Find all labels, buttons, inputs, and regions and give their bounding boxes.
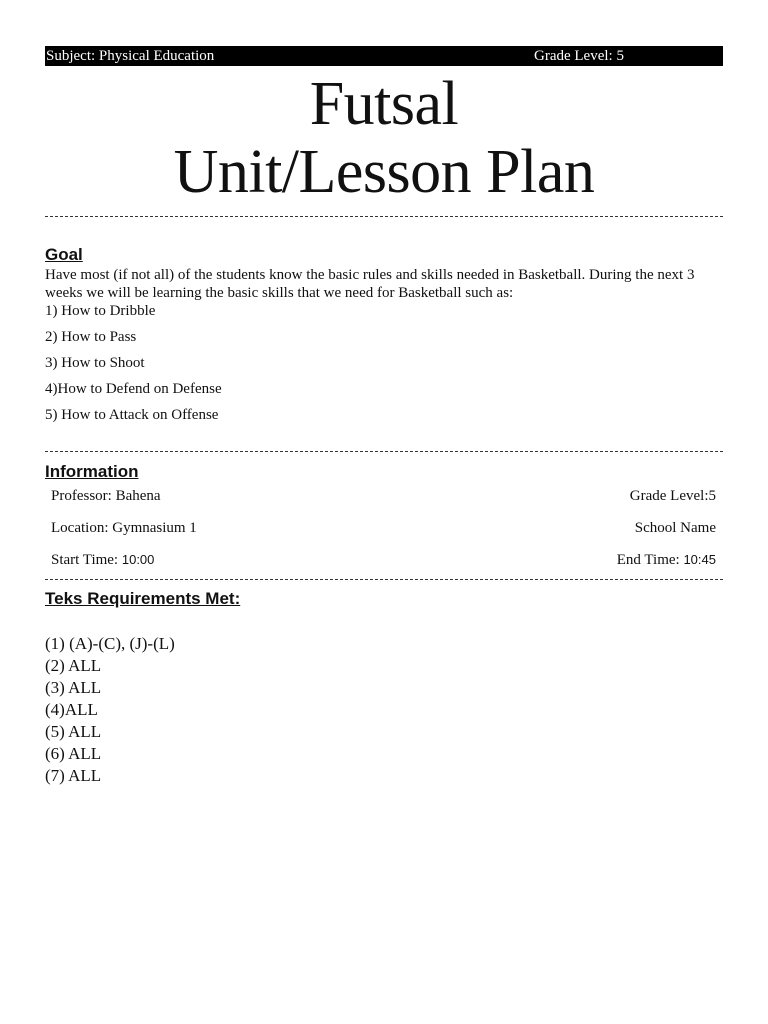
header-bar (45, 46, 723, 66)
subject-label: Subject: Physical Education (46, 48, 215, 64)
info-row (51, 487, 716, 519)
teks-item: (4)ALL (45, 700, 98, 719)
start-time-value: 10:00 (121, 552, 155, 567)
teks-list (45, 633, 723, 787)
end-time-label: End Time: (616, 552, 684, 568)
teks-item: (3) ALL (45, 678, 102, 697)
teks-item: (7) ALL (45, 766, 102, 785)
grade-level-label: Grade Level: 5 (534, 48, 624, 64)
information-heading: Information (45, 462, 139, 481)
goal-item: 1) How to Dribble (45, 303, 156, 319)
info-row (51, 519, 716, 551)
grade-level-field: Grade Level:5 (629, 488, 716, 504)
teks-item: (5) ALL (45, 722, 102, 741)
goal-intro: Have most (if not all) of the students know the basic rules and skills needed in Basketball. During the next 3 weeks we will be learning the basic skills that we need for Basketball such as: (45, 267, 695, 301)
school-name-field: School Name (634, 520, 716, 536)
end-time-field (617, 551, 716, 583)
goal-list (45, 302, 723, 424)
goal-item: 4)How to Defend on Defense (45, 381, 222, 397)
professor-field: Professor: Bahena (51, 488, 161, 504)
divider (45, 451, 723, 452)
information-grid (45, 487, 723, 583)
teks-item: (1) (A)-(C), (J)-(L) (45, 634, 175, 653)
start-time-label: Start Time: (51, 552, 122, 568)
goal-item: 3) How to Shoot (45, 355, 145, 371)
start-time-field (51, 551, 154, 583)
goal-heading: Goal (45, 245, 83, 264)
title-line-2: Unit/Lesson Plan (173, 138, 595, 206)
goal-item: 5) How to Attack on Offense (45, 407, 219, 423)
title-line-1: Futsal (309, 70, 459, 138)
teks-item: (2) ALL (45, 656, 102, 675)
location-field: Location: Gymnasium 1 (51, 520, 197, 536)
teks-heading: Teks Requirements Met: (45, 589, 241, 608)
goal-item: 2) How to Pass (45, 329, 137, 345)
teks-item: (6) ALL (45, 744, 102, 763)
end-time-value: 10:45 (683, 552, 716, 567)
page-title (45, 70, 723, 206)
divider (45, 216, 723, 217)
lesson-plan-page (45, 46, 723, 787)
